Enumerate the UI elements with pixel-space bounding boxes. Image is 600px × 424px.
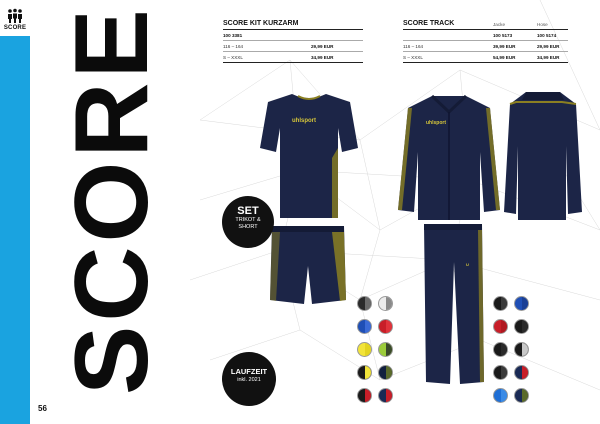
color-swatch-accent [365,366,372,379]
shorts-illustration [270,222,346,306]
kit-color-swatches [357,296,393,403]
color-swatch [514,388,529,403]
set-badge-title: SET [237,205,259,217]
color-swatch-accent [386,389,393,402]
table-row [403,52,568,63]
color-swatch [357,296,372,311]
track-jacket-back-illustration [504,86,582,226]
table-row [223,41,363,52]
laufzeit-badge-line1: inkl. 2021 [237,377,261,383]
brand-logo [0,0,30,36]
size-range: 116 – 164 [403,43,424,49]
logo-caption: SCORE [3,25,27,31]
color-swatch [514,342,529,357]
color-swatch-accent [522,389,529,402]
color-swatch-accent [386,297,393,310]
table-row [223,52,363,63]
column-header-jacke: Jacke [493,22,506,27]
color-swatch-accent [365,320,372,333]
color-swatch [514,319,529,334]
price-cell: 39,99 EUR [493,43,516,49]
color-swatch [378,365,393,380]
track-price-table [403,18,568,63]
color-swatch-accent [501,389,508,402]
jacke-article-number: 100 5173 [493,32,513,38]
color-swatch [378,319,393,334]
page-title: SCORE [54,5,170,395]
price-cell: 34,99 EUR [311,54,334,60]
track-table-title: SCORE TRACK [403,20,455,27]
page-number: 56 [38,404,47,413]
side-color-stripe [0,36,30,424]
color-swatch-accent [522,366,529,379]
color-swatch [378,296,393,311]
color-swatch-accent [365,297,372,310]
price-cell: 34,99 EUR [537,54,560,60]
color-swatch [514,296,529,311]
color-swatch [357,319,372,334]
laufzeit-badge [222,352,276,406]
set-badge-line2: SHORT [238,224,258,230]
color-swatch [493,319,508,334]
color-swatch-accent [522,343,529,356]
svg-text:uhlsport: uhlsport [426,120,446,126]
color-swatch-accent [365,389,372,402]
team-figures-icon [6,8,24,24]
size-range: S – XXXL [403,54,423,60]
track-pants-illustration [420,222,486,386]
table-row [403,41,568,52]
kit-article-number: 100 3381 [223,32,243,38]
size-range: 116 – 164 [223,43,244,49]
svg-text:uhlsport: uhlsport [292,118,316,124]
track-table-header [403,18,568,30]
track-jacket-front-illustration [398,92,500,224]
size-range: S – XXXL [223,54,243,60]
price-cell: 29,99 EUR [537,43,560,49]
color-swatch [493,342,508,357]
color-swatch [357,365,372,380]
color-swatch [493,296,508,311]
kit-table-title: SCORE KIT KURZARM [223,20,299,27]
color-swatch-accent [386,320,393,333]
jersey-illustration [258,88,360,224]
price-cell: 54,99 EUR [493,54,516,60]
price-cell: 29,99 EUR [311,43,334,49]
track-color-swatches [493,296,529,403]
color-swatch-accent [522,297,529,310]
table-row [403,30,568,41]
color-swatch [357,388,372,403]
color-swatch [357,342,372,357]
color-swatch-accent [501,366,508,379]
color-swatch-accent [386,366,393,379]
table-row [223,30,363,41]
set-badge-line1: TRIKOT & [235,217,261,223]
color-swatch [493,388,508,403]
color-swatch [378,342,393,357]
column-header-hose: Hose [537,22,548,27]
color-swatch [514,365,529,380]
color-swatch-accent [501,297,508,310]
color-swatch [378,388,393,403]
svg-text:U: U [466,262,469,267]
kit-table-header [223,18,363,30]
hose-article-number: 100 5174 [537,32,557,38]
set-badge [222,196,274,248]
color-swatch-accent [365,343,372,356]
color-swatch-accent [501,343,508,356]
color-swatch [493,365,508,380]
kit-price-table [223,18,363,63]
color-swatch-accent [522,320,529,333]
laufzeit-badge-title: LAUFZEIT [230,367,268,376]
color-swatch-accent [386,343,393,356]
color-swatch-accent [501,320,508,333]
